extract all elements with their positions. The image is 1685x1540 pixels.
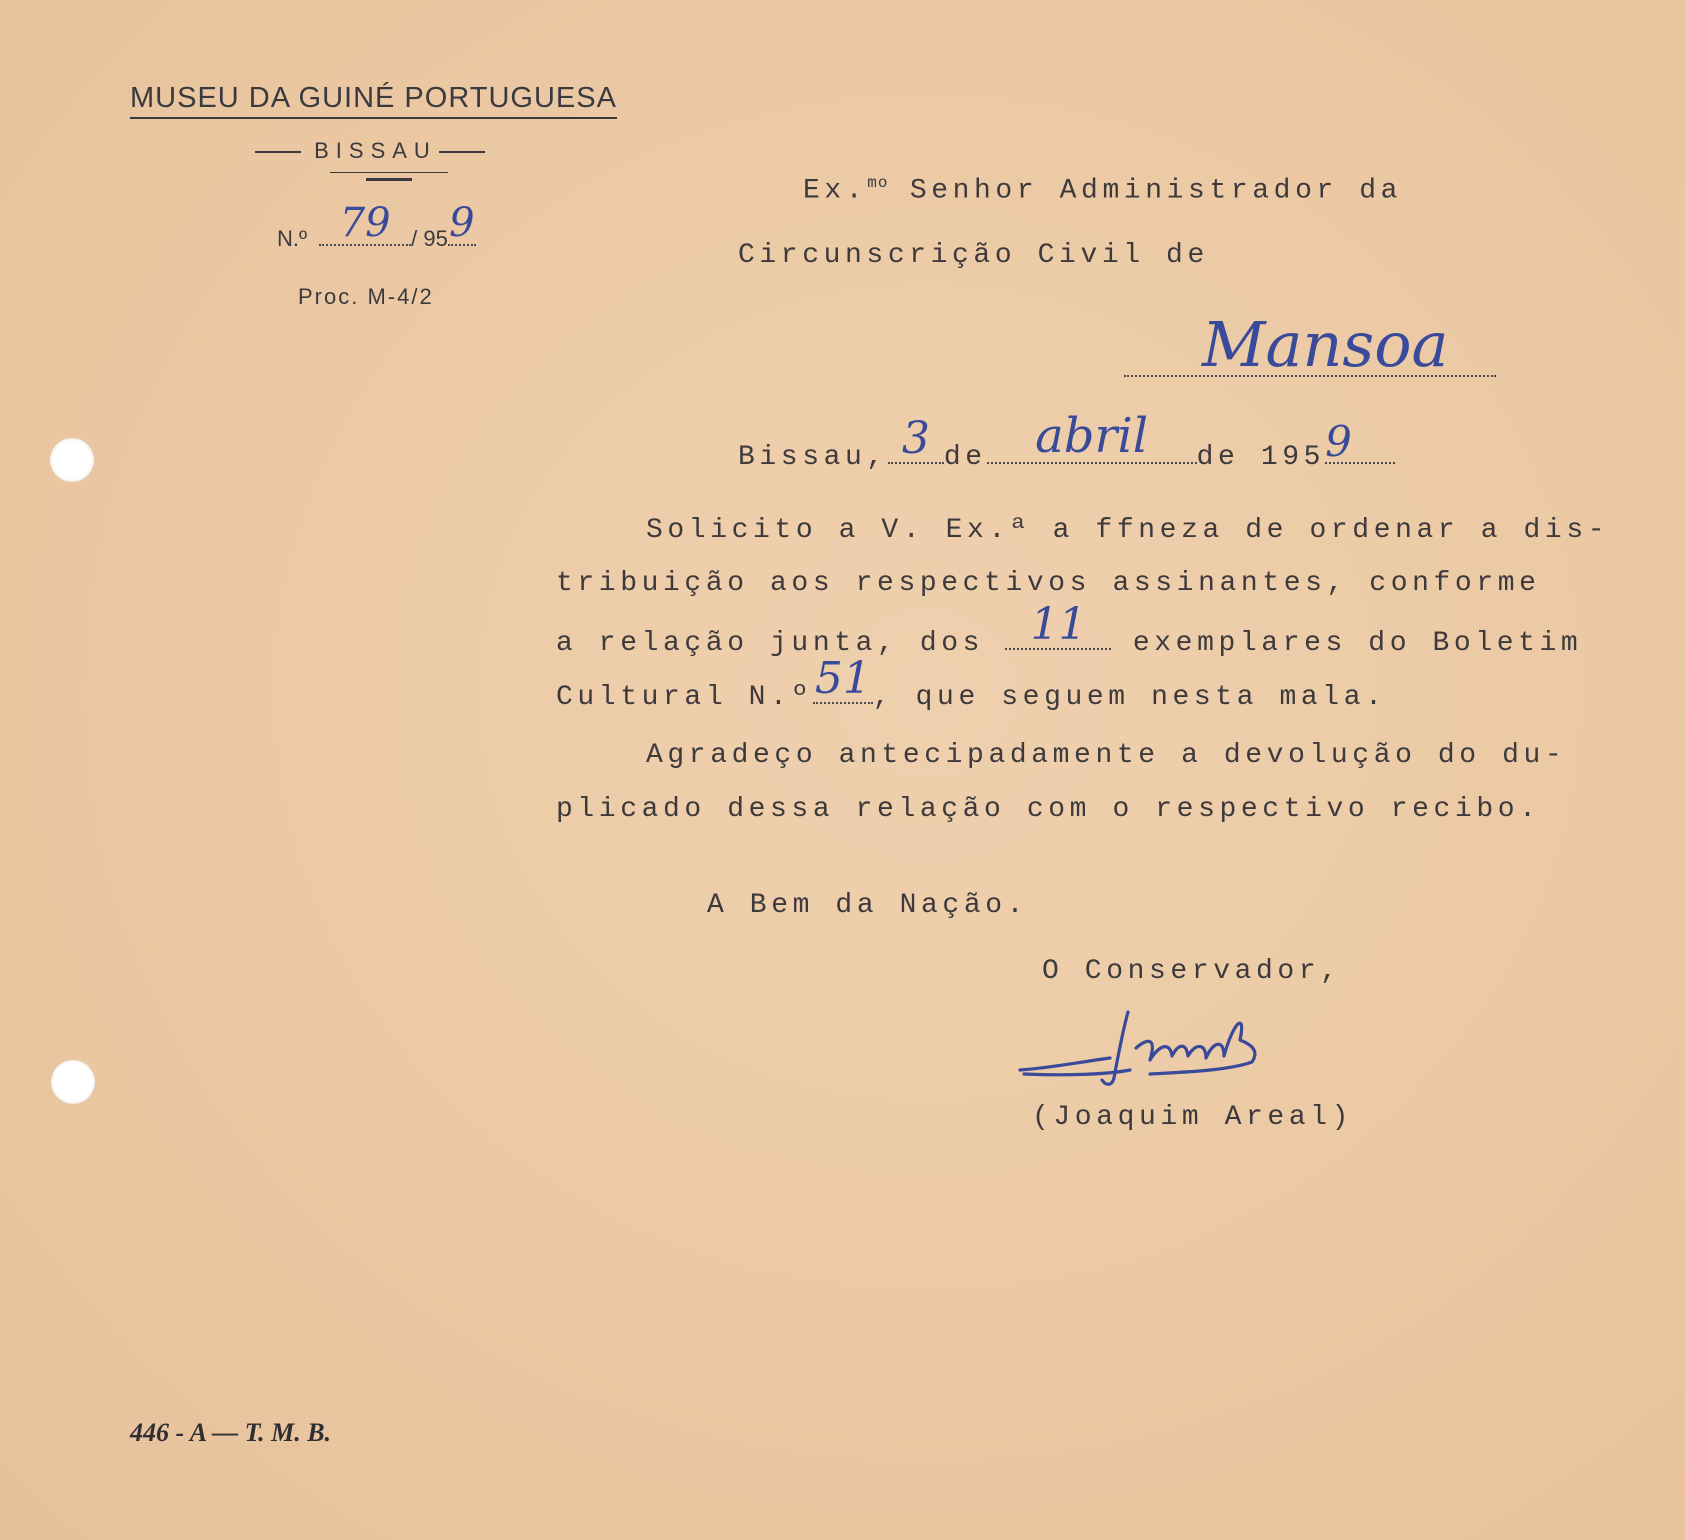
document-number-value: 79: [339, 200, 391, 246]
bulletin-issue: 51: [814, 653, 871, 704]
body-p1-line1: Solicito a V. Ex.ª a ffneza de ordenar a dis-: [646, 515, 1610, 546]
date-year-digit: 9: [1325, 417, 1352, 466]
date-month: abril: [1035, 408, 1149, 464]
addressee-place-field: [1124, 300, 1496, 381]
letterhead-city: BISSAU: [255, 138, 485, 164]
body-p2-line2: plicado dessa relação com o respectivo recibo.: [556, 794, 1541, 825]
addressee-place-handwritten: Mansoa: [1202, 308, 1449, 381]
letterhead-divider-short: [366, 178, 412, 181]
punch-hole-top: [50, 438, 94, 482]
copies-count: 11: [1030, 599, 1087, 650]
salutation: A Bem da Nação.: [707, 890, 1029, 921]
process-reference: Proc. M-4/2: [298, 284, 434, 309]
addressee-line-2: Circunscrição Civil de: [738, 240, 1209, 271]
document-year-digit: 9: [449, 200, 475, 246]
punch-hole-bottom: [51, 1060, 95, 1104]
institution-name: MUSEU DA GUINÉ PORTUGUESA: [130, 82, 617, 119]
signature: [1010, 1000, 1340, 1110]
date-day: 3: [901, 413, 930, 464]
addressee-line-1: Ex.$^{mo}$ Senhor Administrador da: [803, 174, 1403, 207]
document-number: N.º 79 / 95 9: [277, 200, 475, 251]
body-p2-line1: Agradeço antecipadamente a devolução do du-: [646, 740, 1567, 771]
dateline: Bissau, 3 de abril de 195 9: [738, 436, 1395, 473]
body-p1-line4: Cultural N.º 51 , que seguem nesta mala.: [556, 653, 1387, 713]
body-p1-line2: tribuição aos respectivos assinantes, conforme: [556, 568, 1541, 599]
body-p1-line3: a relação junta, dos 11 exemplares do Boletim: [556, 599, 1583, 659]
letterhead-divider: [330, 172, 448, 173]
signatory-title: O Conservador,: [1042, 956, 1342, 987]
signatory-name: (Joaquim Areal): [1032, 1102, 1354, 1133]
form-code: 446 - A — T. M. B.: [130, 1418, 332, 1447]
